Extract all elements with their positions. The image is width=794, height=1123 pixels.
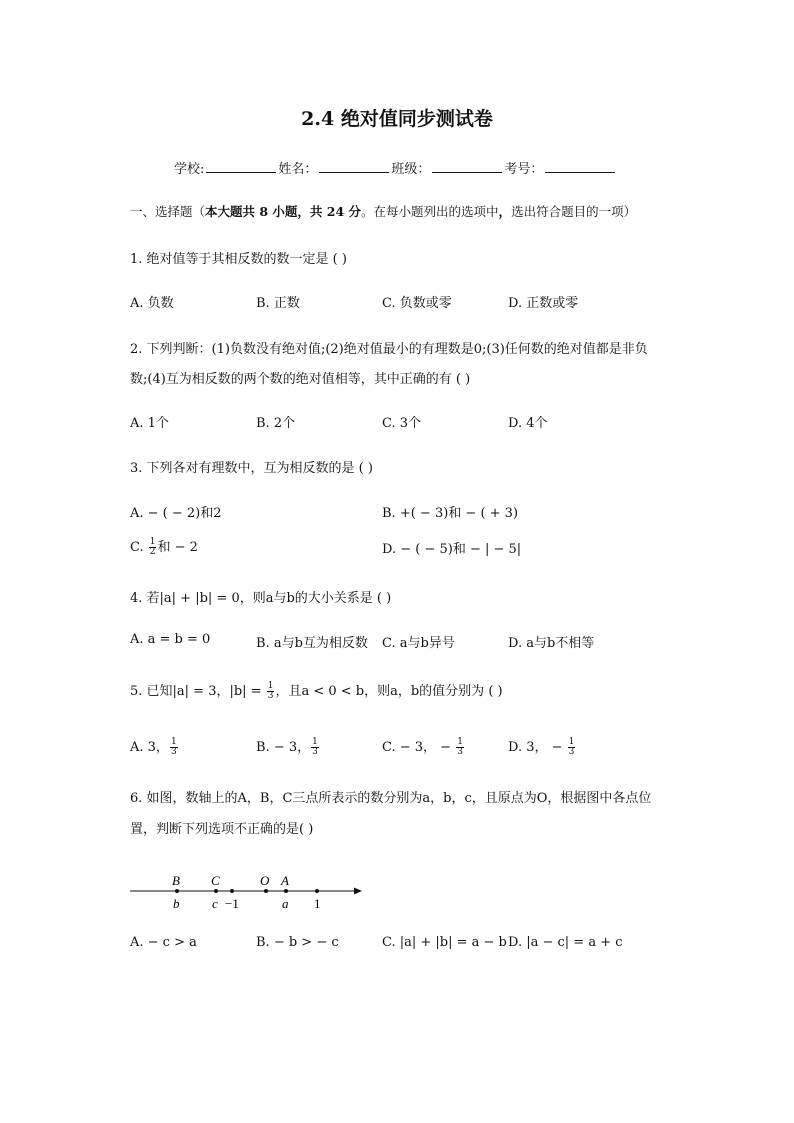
label-o-upper: O bbox=[260, 873, 270, 888]
label-b-lower: b bbox=[173, 896, 180, 911]
question-2-option-c[interactable]: C. 3个 bbox=[382, 416, 422, 431]
class-blank[interactable] bbox=[432, 160, 502, 173]
question-4-option-b[interactable]: B. a与b互为相反数 bbox=[256, 636, 368, 651]
question-6-option-d[interactable]: D. |a − c| = a + c bbox=[508, 935, 623, 950]
question-1-option-d[interactable]: D. 正数或零 bbox=[508, 296, 579, 311]
question-1-option-c[interactable]: C. 负数或零 bbox=[382, 296, 452, 311]
section-suffix: 选出符合题目的一项） bbox=[511, 204, 637, 219]
question-1-option-a[interactable]: A. 负数 bbox=[130, 296, 174, 311]
question-3-option-b[interactable]: B. +( − 3)和 − ( + 3) bbox=[382, 506, 519, 521]
fraction-one-third bbox=[311, 738, 319, 757]
label-a-lower: a bbox=[282, 896, 289, 911]
question-5-option-b[interactable] bbox=[256, 736, 320, 757]
fraction-numerator: 1 bbox=[457, 737, 463, 747]
question-1-stem: 1. 绝对值等于其相反数的数一定是 ( ) bbox=[130, 252, 347, 267]
question-6-option-a[interactable]: A. − c > a bbox=[130, 935, 197, 950]
q5-option-b-text: B. − 3， bbox=[256, 740, 311, 755]
number-line-figure bbox=[124, 866, 374, 914]
page-title: 2.4 绝对值同步测试卷 bbox=[301, 108, 493, 130]
option-c-prefix: C. bbox=[130, 540, 148, 555]
question-2-option-b[interactable]: B. 2个 bbox=[256, 416, 296, 431]
school-blank[interactable] bbox=[206, 160, 276, 173]
label-a-upper: A bbox=[281, 873, 289, 888]
fraction-half bbox=[149, 538, 157, 557]
fraction-numerator: 1 bbox=[267, 681, 274, 691]
point-c-dot bbox=[214, 889, 218, 893]
section-bold-1: 本大题共 8 小题，共 24 分 bbox=[205, 204, 362, 219]
question-6-stem-line-1: 6. 如图，数轴上的A，B，C三点所表示的数分别为a，b，c，且原点为O，根据图中各点位 bbox=[130, 791, 652, 806]
point-minus-one-dot bbox=[230, 889, 234, 893]
question-1-option-b[interactable]: B. 正数 bbox=[256, 296, 300, 311]
fraction-one-third bbox=[568, 738, 576, 757]
question-4-option-c[interactable]: C. a与b异号 bbox=[382, 636, 455, 651]
question-3-option-d[interactable]: D. − ( − 5)和 − | − 5| bbox=[382, 542, 522, 557]
fraction-denominator: 2 bbox=[149, 547, 156, 557]
question-4-option-a[interactable]: A. a = b = 0 bbox=[130, 632, 211, 647]
point-b-dot bbox=[175, 889, 179, 893]
question-6-stem-line-2: 置，判断下列选项不正确的是( ) bbox=[130, 822, 314, 837]
section-bold-2: ， bbox=[498, 204, 512, 219]
fraction-denominator: 3 bbox=[170, 747, 177, 757]
question-3-stem: 3. 下列各对有理数中，互为相反数的是 ( ) bbox=[130, 461, 373, 476]
question-6-option-c[interactable]: C. |a| + |b| = a − b bbox=[382, 935, 507, 950]
fraction-one-third bbox=[170, 738, 178, 757]
question-2-option-d[interactable]: D. 4个 bbox=[508, 416, 548, 431]
question-5-option-c[interactable] bbox=[382, 736, 465, 757]
q5-option-a-text: A. 3， bbox=[130, 740, 169, 755]
fraction-denominator: 3 bbox=[568, 747, 575, 757]
question-3-option-c[interactable] bbox=[130, 536, 198, 557]
label-minus-one: −1 bbox=[225, 896, 239, 911]
school-label: 学校: bbox=[174, 162, 205, 177]
question-2-stem-line-2: 数;(4)互为相反数的两个数的绝对值相等，其中正确的有 ( ) bbox=[130, 372, 471, 387]
section-header bbox=[130, 202, 636, 220]
question-5-stem bbox=[130, 680, 503, 701]
fraction-denominator: 3 bbox=[267, 691, 274, 701]
fraction-numerator: 1 bbox=[170, 737, 177, 747]
label-c-upper: C bbox=[211, 873, 220, 888]
q5-option-d-text: D. 3， − bbox=[508, 740, 567, 755]
point-one-dot bbox=[315, 889, 319, 893]
label-b-upper: B bbox=[172, 873, 180, 888]
fraction-numerator: 1 bbox=[312, 737, 318, 747]
question-2-stem-line-1: 2. 下列判断：(1)负数没有绝对值;(2)绝对值最小的有理数是0;(3)任何数的绝对值都是非负 bbox=[130, 342, 648, 357]
fraction-numerator: 1 bbox=[149, 537, 156, 547]
student-info-line bbox=[174, 158, 617, 177]
name-label: 姓名： bbox=[278, 162, 318, 177]
fraction-numerator: 1 bbox=[568, 737, 575, 747]
question-6-option-b[interactable]: B. − b > − c bbox=[256, 935, 339, 950]
question-4-option-d[interactable]: D. a与b不相等 bbox=[508, 636, 595, 651]
question-3-option-a[interactable]: A. − ( − 2)和2 bbox=[130, 506, 222, 521]
q5-stem-part-2: ，且a < 0 < b，则a，b的值分别为 ( ) bbox=[275, 684, 503, 699]
fraction-denominator: 3 bbox=[457, 747, 463, 757]
label-c-lower: c bbox=[212, 896, 218, 911]
arrow-right-icon bbox=[354, 888, 362, 895]
question-5-option-d[interactable] bbox=[508, 736, 576, 757]
fraction-one-third bbox=[267, 682, 275, 701]
point-a-dot bbox=[284, 889, 288, 893]
question-2-option-a[interactable]: A. 1个 bbox=[130, 416, 169, 431]
section-prefix: 一、选择题（ bbox=[130, 204, 206, 219]
option-c-suffix: 和 − 2 bbox=[157, 540, 198, 555]
label-one: 1 bbox=[314, 896, 321, 911]
question-5-option-a[interactable] bbox=[130, 736, 179, 757]
q5-stem-part-1: 5. 已知|a| = 3，|b| = bbox=[130, 684, 266, 699]
name-blank[interactable] bbox=[319, 160, 389, 173]
exam-no-blank[interactable] bbox=[545, 160, 615, 173]
fraction-denominator: 3 bbox=[312, 747, 318, 757]
point-origin-dot bbox=[264, 889, 268, 893]
section-mid: 。在每小题列出的选项中 bbox=[361, 204, 499, 219]
class-label: 班级： bbox=[391, 162, 431, 177]
question-4-stem: 4. 若|a| + |b| = 0，则a与b的大小关系是 ( ) bbox=[130, 591, 392, 606]
fraction-one-third bbox=[456, 738, 464, 757]
q5-option-c-text: C. − 3， − bbox=[382, 740, 456, 755]
exam-no-label: 考号： bbox=[504, 162, 544, 177]
